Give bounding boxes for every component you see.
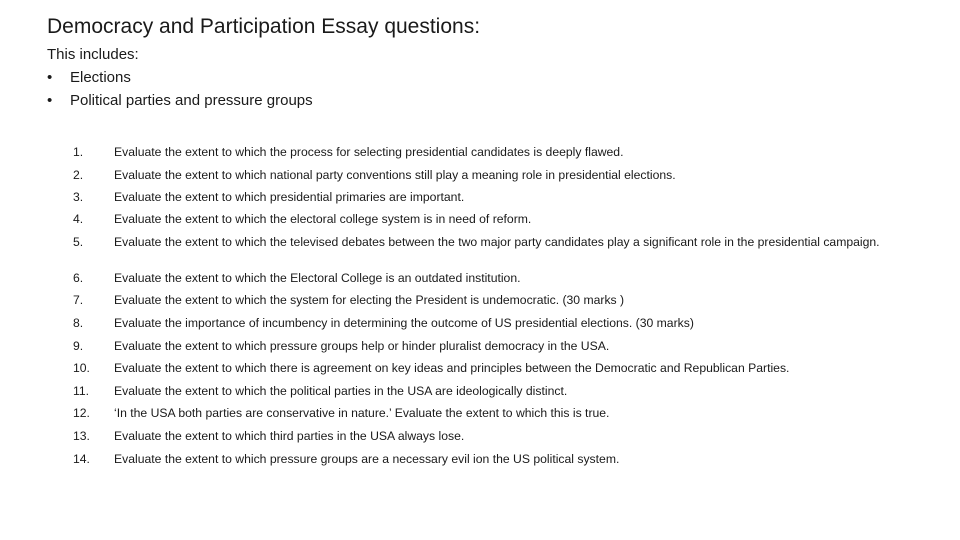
question-text: Evaluate the extent to which presidential primaries are important. bbox=[114, 190, 465, 204]
bullet-icon: • bbox=[47, 69, 53, 86]
question-text: Evaluate the extent to which there is agreement on key ideas and principles between the Democratic and Republican Parties. bbox=[114, 361, 790, 375]
question-number: 1. bbox=[73, 145, 84, 159]
bullet-item bbox=[47, 66, 313, 89]
question-number: 13. bbox=[73, 429, 90, 443]
question-number: 9. bbox=[73, 339, 84, 353]
question-number: 2. bbox=[73, 168, 84, 182]
question-number: 10. bbox=[73, 361, 90, 375]
bullet-icon: • bbox=[47, 92, 53, 109]
question-text: Evaluate the extent to which the process for selecting presidential candidates is deeply flawed. bbox=[114, 145, 624, 159]
question-text: Evaluate the extent to which the electoral college system is in need of reform. bbox=[114, 212, 532, 226]
question-number: 11. bbox=[73, 384, 90, 398]
slide-title: Democracy and Participation Essay questions: bbox=[47, 15, 481, 38]
question-text: ‘In the USA both parties are conservative in nature.’ Evaluate the extent to which this is true. bbox=[114, 406, 610, 420]
question-number: 5. bbox=[73, 235, 84, 249]
question-text: Evaluate the extent to which pressure groups help or hinder pluralist democracy in the USA. bbox=[114, 339, 610, 353]
question-number: 7. bbox=[73, 293, 84, 307]
question-text: Evaluate the extent to which the televised debates between the two major party candidates play a significant role in the presidential campaign. bbox=[114, 235, 880, 249]
question-number: 12. bbox=[73, 406, 90, 420]
question-text: Evaluate the extent to which third parties in the USA always lose. bbox=[114, 429, 465, 443]
topic-bullet-list bbox=[47, 66, 313, 112]
question-text: Evaluate the importance of incumbency in determining the outcome of US presidential elections. (30 marks) bbox=[114, 316, 694, 330]
question-number: 4. bbox=[73, 212, 84, 226]
question-number: 14. bbox=[73, 452, 90, 466]
question-number: 3. bbox=[73, 190, 84, 204]
question-text: Evaluate the extent to which pressure groups are a necessary evil ion the US political system. bbox=[114, 452, 620, 466]
intro-heading: This includes: bbox=[47, 46, 139, 63]
question-number: 6. bbox=[73, 271, 84, 285]
question-text: Evaluate the extent to which the Electoral College is an outdated institution. bbox=[114, 271, 521, 285]
bullet-text: Elections bbox=[70, 69, 131, 86]
question-text: Evaluate the extent to which national party conventions still play a meaning role in presidential elections. bbox=[114, 168, 676, 182]
bullet-item bbox=[47, 89, 313, 112]
intro-block bbox=[47, 44, 313, 112]
question-number: 8. bbox=[73, 316, 84, 330]
question-text: Evaluate the extent to which the political parties in the USA are ideologically distinct. bbox=[114, 384, 568, 398]
question-text: Evaluate the extent to which the system for electing the President is undemocratic. (30 marks ) bbox=[114, 293, 625, 307]
bullet-text: Political parties and pressure groups bbox=[70, 92, 313, 109]
